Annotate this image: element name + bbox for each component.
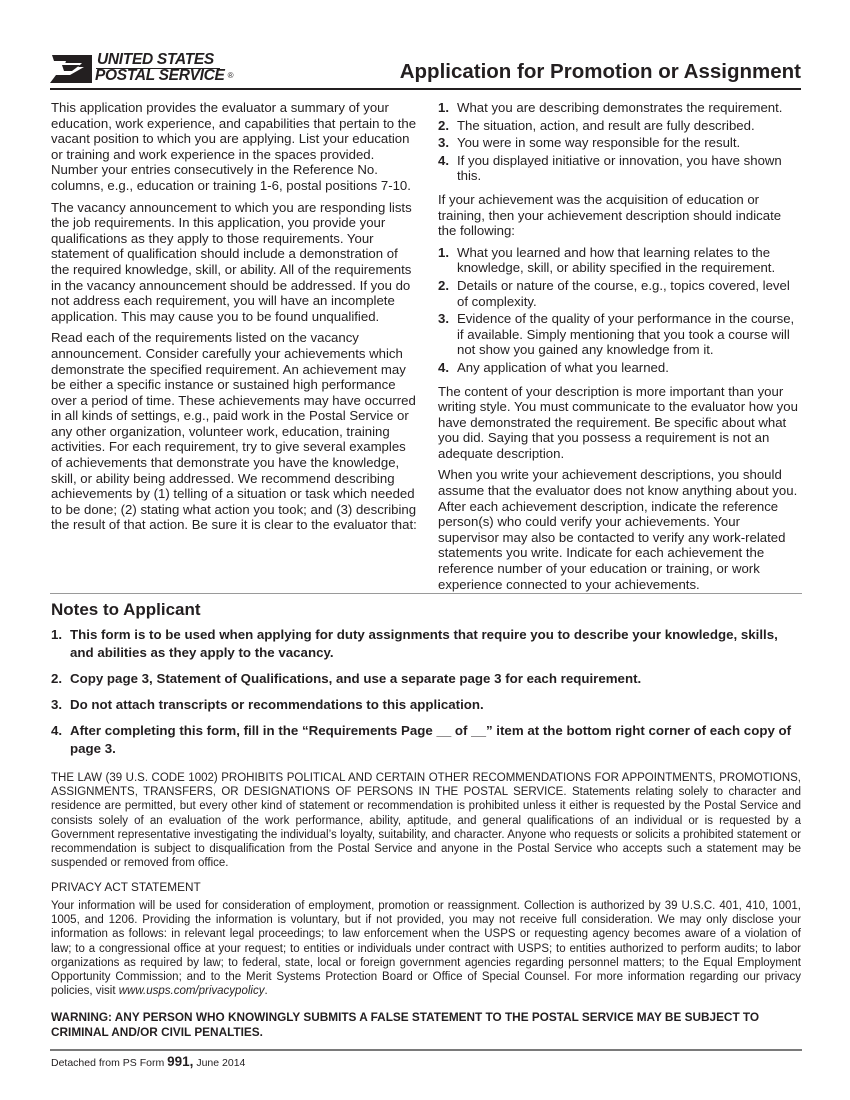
content-paragraph: The content of your description is more important than your writing style. You must communicate to the evaluator how you have demonstrated the requirement. Be specific about what you did. Saying that you possess a requirement is not an adequate description. — [438, 383, 798, 461]
list-text: Details or nature of the course, e.g., topics covered, level of complexity. — [457, 277, 790, 309]
list-text: You were in some way responsible for the result. — [457, 135, 741, 151]
intro-paragraph: This application provides the evaluator a summary of your education, work experience, and capabilities that pertain to the vacant position to which you are applying. List your education or training and work experience in the spaces provided. Number your entries consecutively in the Reference No. columns, e.g., education or training 1-6, postal positions 7-10. — [51, 100, 417, 193]
note-item — [51, 722, 796, 758]
law-statement: THE LAW (39 U.S. CODE 1002) PROHIBITS POLITICAL AND CERTAIN OTHER RECOMMENDATIONS FOR APPOINTMENTS, PROMOTIONS, ASSIGNMENTS, TRANSFERS, OR DESIGNATIONS OF PERSONS IN THE POSTAL SERVICE. Statements relating solely to character and residence are permitted, but every other kind of statement or recommendation is prohibited unless it either is requested by the Postal Service and consists solely of an evaluation of the work performance, ability, aptitude, and general qualifications of an individual or is requested by a Government representative investigating the individual’s loyalty, suitability, and character. Anyone who requests or solicits a prohibited statement or recommendation is subject to disqualification from the Postal Service and anyone in the Postal Service who accepts such a statement may be suspended or removed from office. — [51, 772, 801, 870]
privacy-statement — [51, 899, 801, 998]
list-number: 4. — [438, 359, 449, 375]
list-number: 2. — [438, 117, 449, 133]
footer-prefix: Detached from PS Form — [51, 1057, 168, 1069]
note-number: 3. — [51, 697, 63, 712]
privacy-suffix: . — [264, 985, 268, 998]
eagle-icon — [50, 55, 92, 83]
note-number: 4. — [51, 723, 63, 738]
list-text: Any application of what you learned. — [457, 359, 669, 375]
list-number: 1. — [438, 244, 449, 260]
note-text: After completing this form, fill in the “Requirements Page __ of __” item at the bottom right corner of each copy of page 3. — [70, 723, 792, 756]
privacy-policy-link[interactable]: www.usps.com/privacypolicy — [118, 985, 265, 998]
list-text: What you are describing demonstrates the requirement. — [457, 100, 783, 115]
list-number: 2. — [438, 277, 449, 293]
list-text: What you learned and how that learning relates to the knowledge, skill, or ability specified in the requirement. — [457, 244, 776, 276]
list-number: 3. — [438, 135, 449, 151]
registered-mark: ® — [227, 71, 234, 80]
evaluator-checklist — [438, 100, 802, 184]
list-number: 1. — [438, 100, 449, 115]
note-text: Do not attach transcripts or recommendations to this application. — [70, 697, 484, 712]
footer-divider — [50, 1049, 802, 1051]
notes-list — [51, 626, 796, 766]
usps-logo — [50, 51, 250, 85]
privacy-title: PRIVACY ACT STATEMENT — [51, 880, 201, 894]
logo-line1: UNITED STATES — [97, 51, 214, 68]
note-number: 1. — [51, 627, 63, 642]
education-intro: If your achievement was the acquisition of education or training, then your achievement description should indicate the following: — [438, 191, 782, 239]
notes-title: Notes to Applicant — [51, 600, 201, 619]
list-number: 3. — [438, 311, 449, 327]
note-item — [51, 696, 796, 714]
left-column — [51, 100, 419, 539]
writing-paragraph: When you write your achievement descriptions, you should assume that the evaluator does not know anything about you. After each achievement description, indicate the reference person(s) who could verify your achievements. Your supervisor may also be contacted to verify any work-related statements you write. Indicate for each achievement the reference number of your education or training, or work experience connected to your achievements. — [438, 467, 798, 592]
note-number: 2. — [51, 671, 63, 686]
requirements-paragraph: The vacancy announcement to which you are responding lists the job requirements. In this application, you provide your qualifications as they apply to those requirements. Your statement of qualification should include a demonstration of the required knowledge, skill, or ability. All of the requirements in the vacancy announcement should be addressed. If you do not address each requirement, you will have an incomplete application. This may cause you to be found unqualified. — [51, 199, 412, 324]
form-number: 991, — [167, 1054, 194, 1069]
list-item — [438, 153, 802, 184]
footer — [51, 1054, 245, 1069]
education-checklist — [438, 245, 802, 376]
list-item — [438, 245, 802, 276]
list-item — [438, 135, 802, 151]
page-title: Application for Promotion or Assignment — [399, 60, 801, 83]
list-text: The situation, action, and result are fully described. — [457, 117, 755, 133]
form-date: June 2014 — [193, 1057, 246, 1069]
note-text: This form is to be used when applying for duty assignments that require you to describe your knowledge, skills, and abilities as they apply to the vacancy. — [70, 627, 778, 660]
list-item — [438, 278, 802, 309]
achievements-paragraph: Read each of the requirements listed on the vacancy announcement. Consider carefully your achievements which demonstrate the specified requirement. An achievement may be either a specific instance or sustained high performance over a period of time. These achievements may have occurred in all kinds of settings, e.g., paid work in the Postal Service or any other organization, volunteer work, education, training activities. For each requirement, try to give several examples of achievements that demonstrate you have the knowledge, skill, or ability being addressed. We recommend describing achievements by (1) telling of a situation or task which needed to be done; (2) stating what action you took; and (3) describing the result of that action. Be sure it is clear to the evaluator that: — [51, 330, 417, 533]
section-divider — [50, 593, 802, 594]
list-text: If you displayed initiative or innovation, you have shown this. — [457, 152, 782, 184]
note-text: Copy page 3, Statement of Qualifications, and use a separate page 3 for each requirement. — [70, 671, 642, 686]
note-item — [51, 670, 796, 688]
privacy-text: Your information will be used for consideration of employment, promotion or reassignment. Collection is authorized by 39 U.S.C. 401, 410, 1001, 1005, and 1206. Providing the information is voluntary, but if not provided, you may not receive full consideration. We may only disclose your information as follows: in relevant legal proceedings; to law enforcement when the USPS or requesting agency becomes aware of a violation of law; to a congressional office at your request; to entities or individuals under contract with USPS; to entities authorized to perform audits; to labor organizations as required by law; to federal, state, local or foreign government agencies regarding personnel matters; to the Equal Employment Opportunity Commission; and to the Merit Systems Protection Board or Office of Special Counsel. For more information regarding our privacy policies, visit — [51, 900, 801, 998]
note-item — [51, 626, 796, 662]
page-header — [50, 48, 801, 88]
right-column — [438, 100, 802, 598]
list-number: 4. — [438, 152, 449, 168]
list-text: Evidence of the quality of your performance in the course, if available. Simply mentioning that you took a course will not show you gained any knowledge from it. — [457, 311, 795, 358]
list-item — [438, 360, 802, 376]
warning-statement: WARNING: ANY PERSON WHO KNOWINGLY SUBMITS A FALSE STATEMENT TO THE POSTAL SERVICE MAY BE SUBJECT TO CRIMINAL AND/OR CIVIL PENALTIES. — [51, 1010, 760, 1039]
list-item — [438, 118, 802, 134]
list-item — [438, 311, 802, 358]
logo-line2 — [95, 68, 233, 84]
list-item — [438, 100, 802, 116]
header-divider — [50, 88, 801, 90]
logo-line2-text: POSTAL SERVICE — [95, 67, 225, 85]
